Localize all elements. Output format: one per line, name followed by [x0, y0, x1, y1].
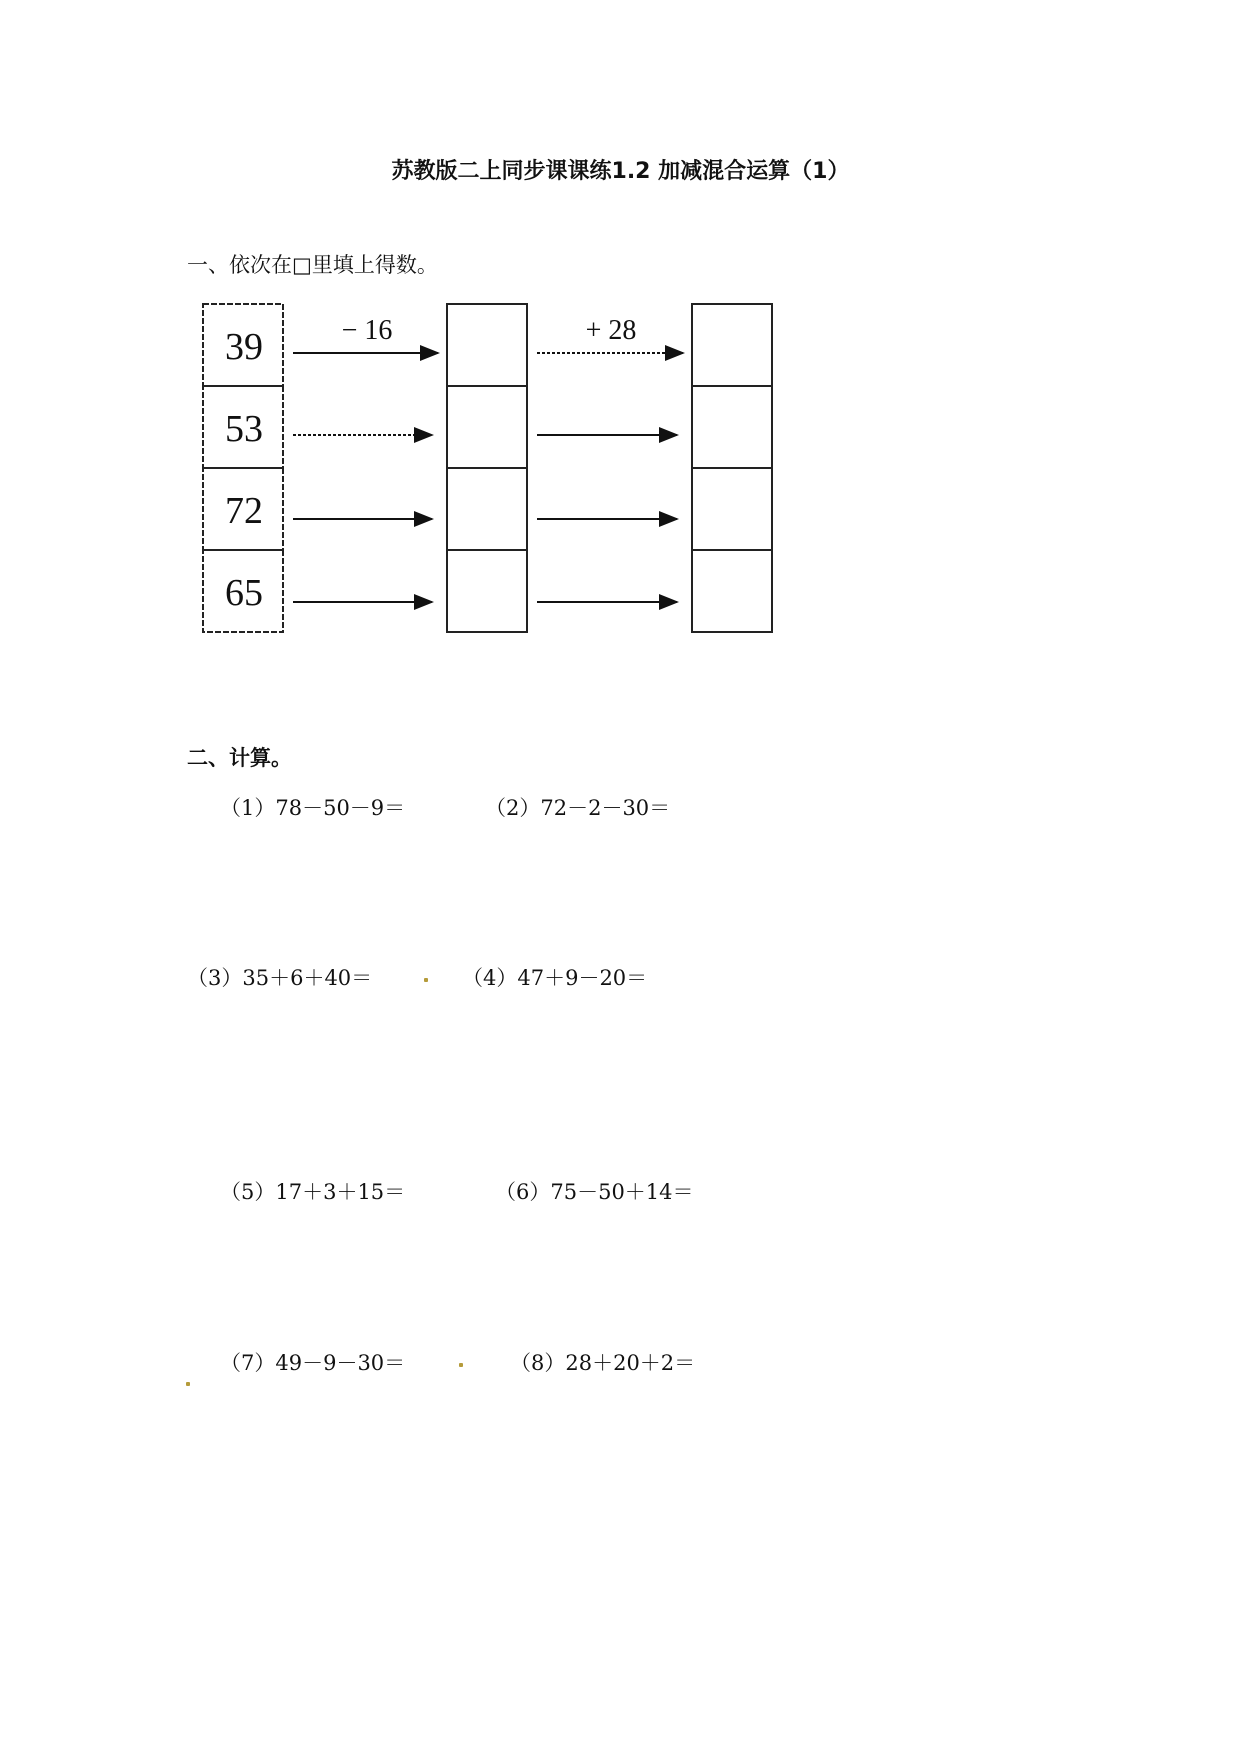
answer-box-mid-2: [447, 386, 527, 468]
answer-box-mid-1: [447, 304, 527, 386]
scan-mark: [424, 978, 428, 982]
problem-3: （3）35＋6＋40＝: [187, 966, 373, 990]
answer-box-right-4: [692, 550, 772, 632]
scan-mark: [459, 1363, 463, 1367]
scan-mark: [186, 1382, 190, 1386]
start-value-4: 65: [225, 572, 263, 614]
problem-4: （4）47＋9－20＝: [462, 966, 648, 990]
fill-in-diagram: [195, 296, 795, 641]
start-value-2: 53: [225, 408, 263, 450]
arrows-1: [293, 353, 438, 602]
answer-box-mid-3: [447, 468, 527, 550]
answer-box-mid-4: [447, 550, 527, 632]
section1-heading: 一、依次在□里填上得数。: [187, 253, 438, 277]
answer-box-right-3: [692, 468, 772, 550]
operation-label-2: + 28: [585, 315, 637, 346]
problem-7: （7）49－9－30＝: [220, 1351, 406, 1375]
problem-1: （1）78－50－9＝: [220, 796, 406, 820]
problem-5: （5）17＋3＋15＝: [220, 1180, 406, 1204]
right-column: [692, 304, 772, 632]
page-title: 苏教版二上同步课课练1.2 加减混合运算（1）: [391, 159, 850, 184]
start-value-3: 72: [225, 490, 263, 532]
section2-heading: 二、计算。: [187, 746, 292, 770]
problem-6: （6）75－50＋14＝: [495, 1180, 694, 1204]
answer-box-right-2: [692, 386, 772, 468]
arrows-2: [537, 353, 683, 602]
middle-column: [447, 304, 527, 632]
start-value-1: 39: [225, 326, 263, 368]
operation-label-1: − 16: [341, 315, 393, 346]
answer-box-right-1: [692, 304, 772, 386]
problem-2: （2）72－2－30＝: [485, 796, 671, 820]
problem-8: （8）28＋20＋2＝: [510, 1351, 696, 1375]
